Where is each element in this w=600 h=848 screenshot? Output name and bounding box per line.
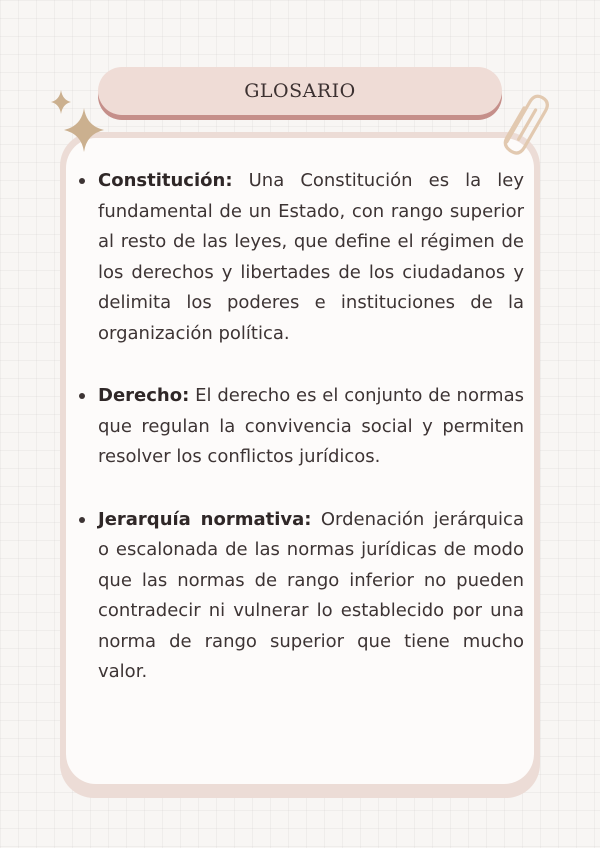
glossary-term: Jerarquía normativa: (98, 508, 312, 530)
glossary-term: Derecho: (98, 385, 190, 406)
glossary-definition: Ordenación jerárquica o escalonada de las normas jurídicas de modo que las normas de rango inferior no pueden contradecir ni vulnerar lo establecido por una norma de rango superior que tiene mucho valor. (98, 508, 524, 682)
page-title: GLOSARIO (244, 80, 356, 102)
bullet-icon (79, 393, 85, 399)
glossary-entry-derecho (76, 381, 524, 473)
paperclip-icon (496, 88, 552, 160)
glossary-term: Constitución: (98, 170, 233, 191)
glossary-list (76, 166, 524, 720)
bullet-icon (79, 517, 85, 523)
title-pill (98, 67, 502, 115)
bullet-icon (79, 178, 85, 184)
glossary-definition: Una Constitución es la ley fundamental de un Estado, con rango superior al resto de las leyes, que define el régimen de los derechos y libertades de los ciudadanos y delimita los poderes e instituciones de la organización política. (98, 170, 524, 344)
glossary-entry-jerarquia-normativa (76, 505, 524, 688)
glossary-entry-constitucion (76, 166, 524, 349)
glossary-definition: El derecho es el conjunto de normas que regulan la convivencia social y permiten resolver los conflictos jurídicos. (98, 385, 524, 467)
